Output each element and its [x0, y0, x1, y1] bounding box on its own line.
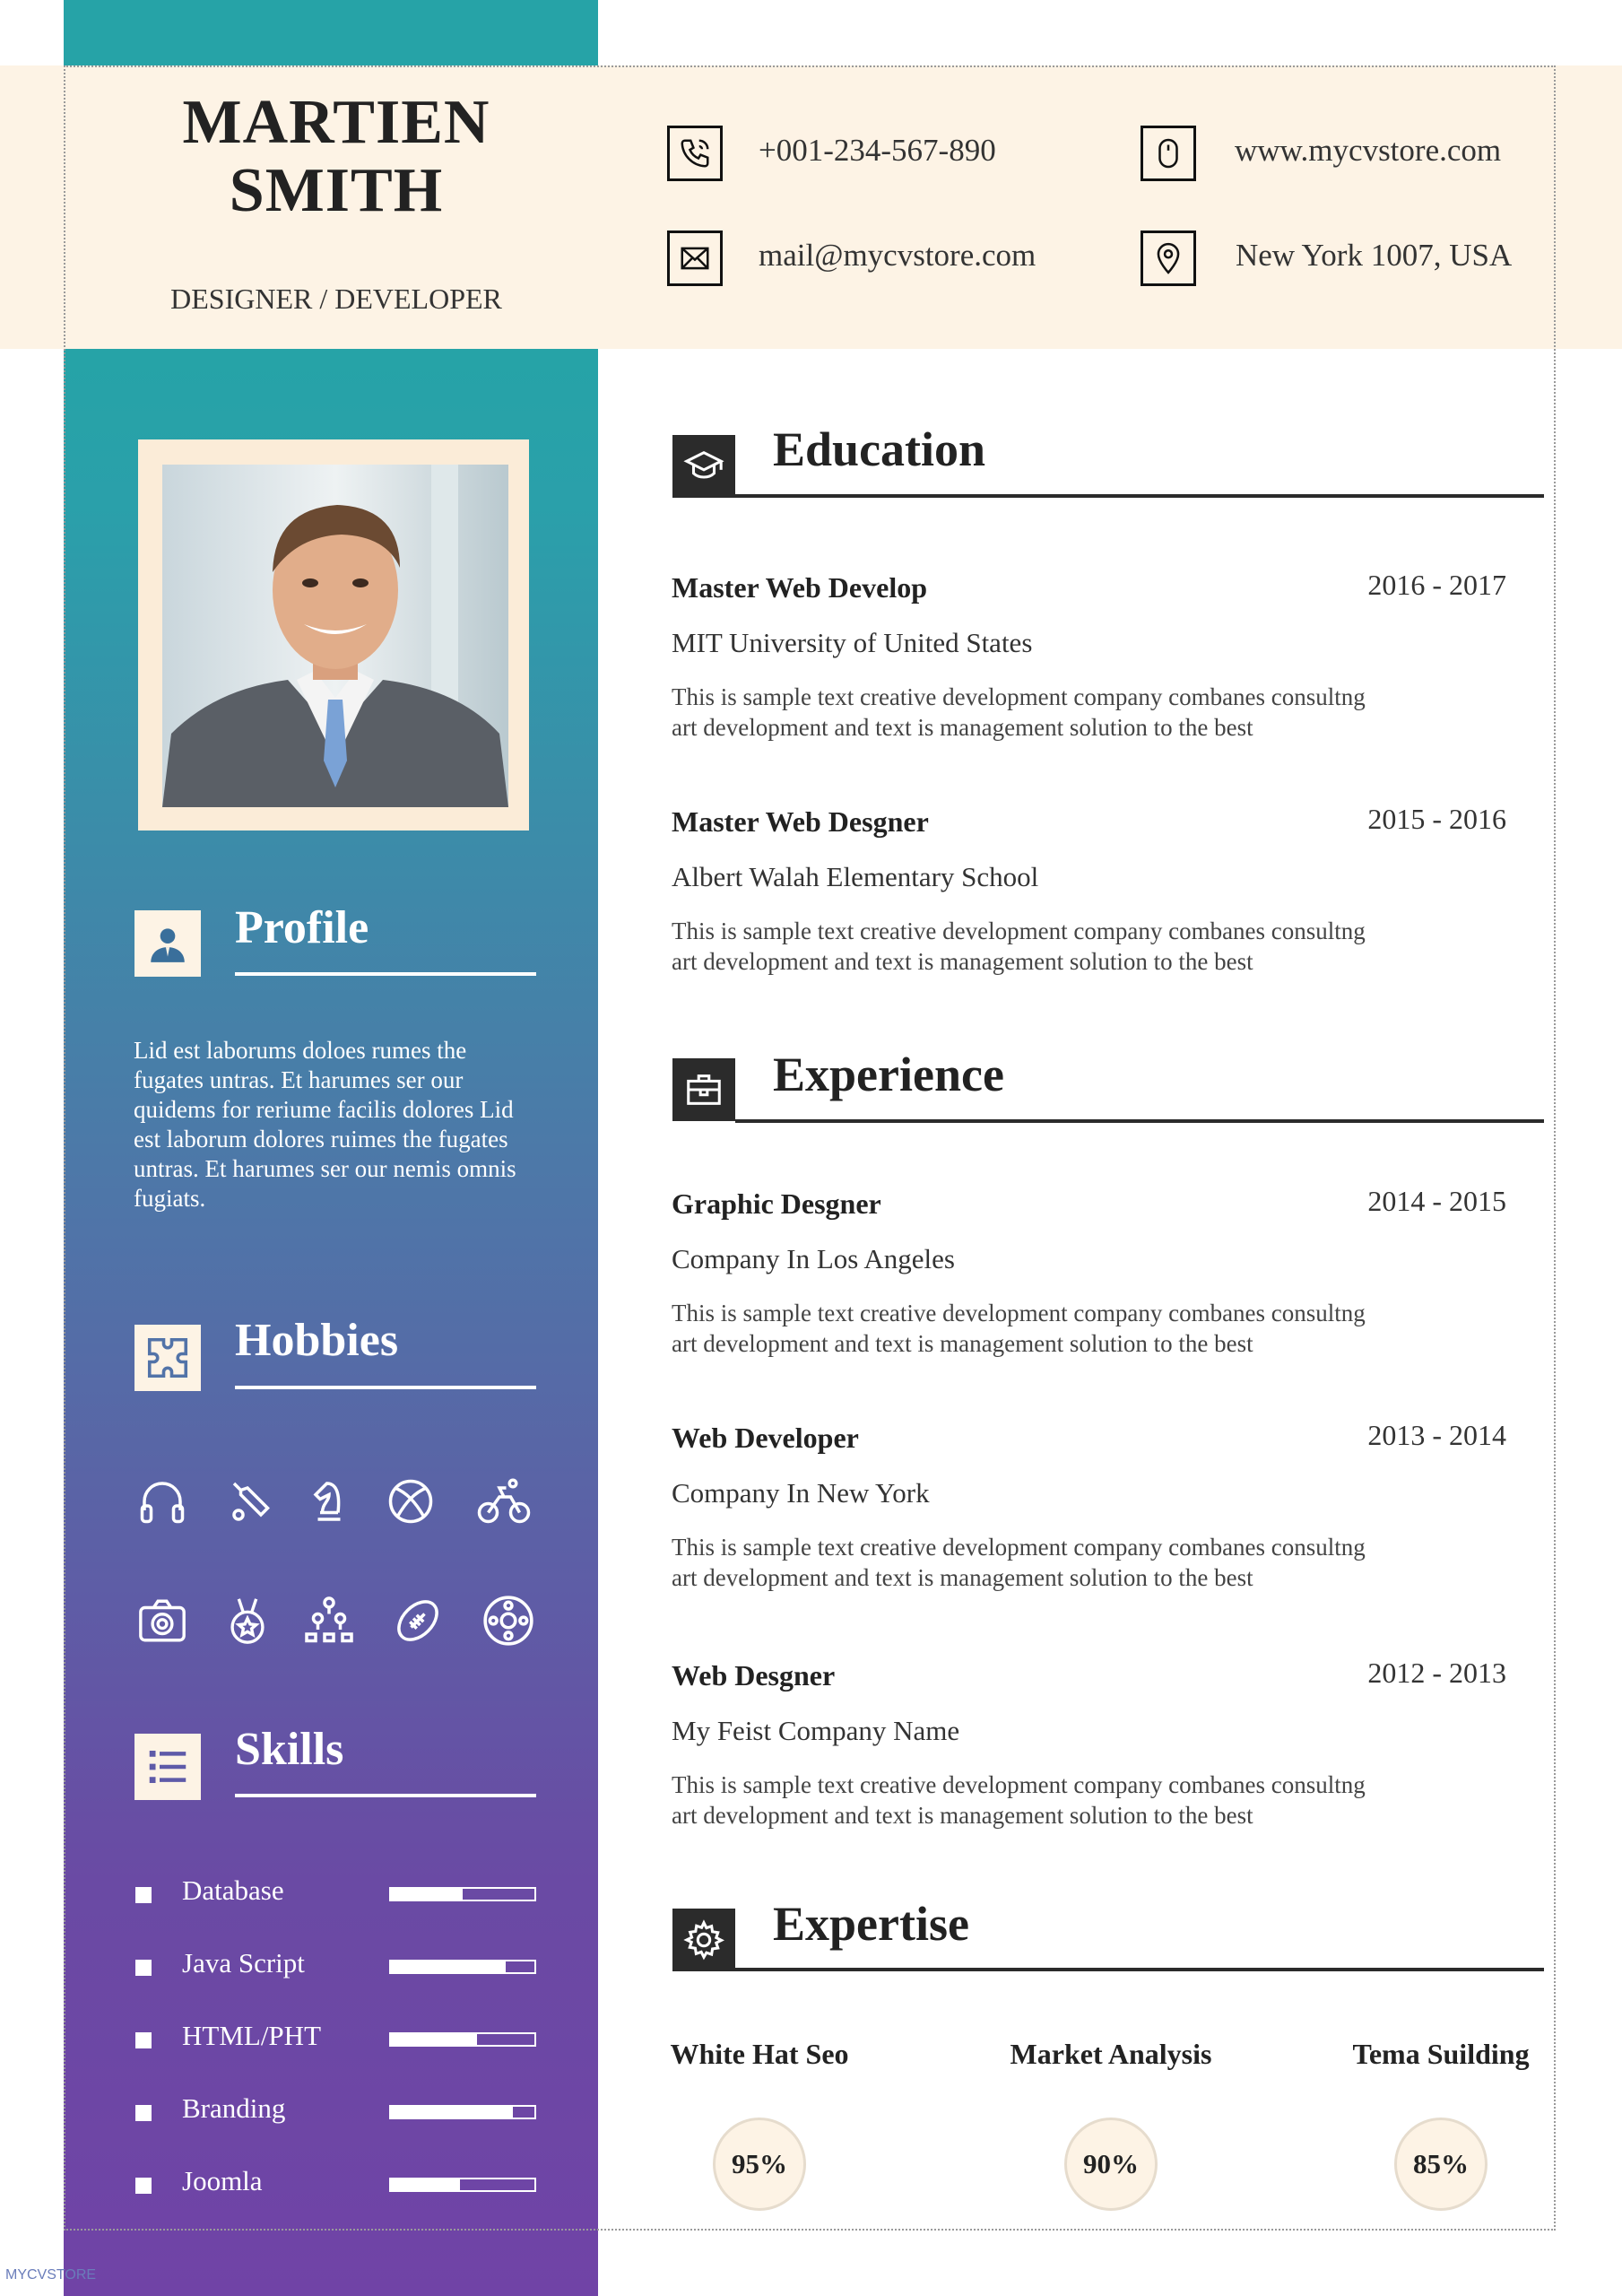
experience-entry-title: Graphic Desgner [672, 1187, 881, 1220]
profile-heading: Profile [235, 902, 369, 953]
experience-entry-desc-line2: art development and text is management solution to the best [672, 1330, 1253, 1357]
skill-bullet [135, 1887, 152, 1903]
education-entry-desc-line1: This is sample text creative development company combanes consultng [672, 683, 1366, 710]
experience-entry-org: Company In New York [672, 1477, 930, 1509]
expertise-label: Tema Suilding [1352, 2038, 1530, 2070]
mouse-icon [1141, 126, 1196, 181]
location-pin-icon [1141, 230, 1196, 286]
skills-underline [235, 1794, 536, 1797]
education-entry-org: Albert Walah Elementary School [672, 861, 1039, 892]
phone-text[interactable]: +001-234-567-890 [759, 133, 996, 168]
skill-bar [389, 1960, 536, 1974]
skill-label: Database [182, 1874, 284, 1906]
first-name: MARTIEN [182, 88, 490, 157]
expertise-percent-circle: 90% [1064, 2118, 1158, 2211]
skill-bar [389, 1887, 536, 1901]
expertise-label: Market Analysis [1010, 2038, 1212, 2070]
experience-entry-title: Web Desgner [672, 1659, 836, 1692]
list-icon [134, 1734, 201, 1800]
skills-heading: Skills [235, 1724, 344, 1775]
website-link[interactable]: www.mycvstore.com [1235, 133, 1502, 168]
hobbies-heading: Hobbies [235, 1315, 399, 1366]
volleyball-icon [380, 1471, 441, 1532]
puzzle-icon [134, 1325, 201, 1391]
watermark-logo: MYCVSTORE [5, 2267, 97, 2283]
profile-underline [235, 972, 536, 976]
education-entry-desc-line1: This is sample text creative development company combanes consultng [672, 918, 1366, 944]
chess-knight-icon [299, 1471, 360, 1532]
experience-entry-title: Web Developer [672, 1422, 859, 1454]
experience-heading: Experience [773, 1048, 1004, 1101]
mail-icon [667, 230, 723, 286]
medal-icon [217, 1590, 278, 1651]
profile-icon [134, 910, 201, 977]
skill-bar [389, 2032, 536, 2047]
profile-text: Lid est laborums doloes rumes the fugates untras. Et harumes ser our quidems for reriume facilis dolores Lid est laborum dolores ruimes the fugates untras. Et harumes ser our nemis omnis fugiats. [134, 1037, 516, 1212]
skill-bar-fill [391, 1961, 506, 1972]
education-entry-title: Master Web Desgner [672, 805, 929, 838]
skill-bar [389, 2178, 536, 2192]
education-entry-desc-line2: art development and text is management solution to the best [672, 714, 1253, 741]
skill-label: Joomla [182, 2165, 263, 2196]
skill-bar-fill [391, 2107, 513, 2118]
profile-photo [162, 465, 508, 807]
expertise-underline [735, 1968, 1544, 1971]
experience-underline [735, 1119, 1544, 1123]
gear-icon [672, 1909, 735, 1971]
skill-label: Branding [182, 2092, 286, 2124]
education-entry-desc-line2: art development and text is management solution to the best [672, 948, 1253, 975]
skill-bar [389, 2105, 536, 2119]
email-link[interactable]: mail@mycvstore.com [759, 238, 1037, 273]
skill-label: Java Script [182, 1947, 305, 1979]
graduation-cap-icon [672, 435, 735, 498]
headphones-icon [132, 1471, 193, 1532]
address-text: New York 1007, USA [1236, 238, 1513, 273]
hierarchy-icon [299, 1590, 360, 1651]
expertise-percent-circle: 85% [1394, 2118, 1488, 2211]
education-entry-title: Master Web Develop [672, 571, 927, 604]
experience-entry-org: My Feist Company Name [672, 1715, 960, 1746]
skill-bar-fill [391, 2179, 460, 2190]
skill-bullet [135, 2178, 152, 2194]
last-name: SMITH [229, 156, 444, 225]
expertise-percent-circle: 95% [713, 2118, 806, 2211]
briefcase-icon [672, 1058, 735, 1121]
experience-entry-desc-line2: art development and text is management solution to the best [672, 1564, 1253, 1591]
job-role: DESIGNER / DEVELOPER [170, 283, 502, 315]
education-underline [735, 494, 1544, 498]
skill-bar-fill [391, 2034, 477, 2045]
experience-entry-desc-line1: This is sample text creative development company combanes consultng [672, 1771, 1366, 1798]
experience-entry-org: Company In Los Angeles [672, 1243, 955, 1274]
education-heading: Education [773, 422, 986, 476]
football-icon [387, 1590, 448, 1651]
education-entry-org: MIT University of United States [672, 627, 1033, 658]
education-entry-date: 2016 - 2017 [1367, 569, 1506, 601]
cricket-bat-icon [221, 1471, 282, 1532]
camera-icon [132, 1590, 193, 1651]
experience-entry-date: 2013 - 2014 [1367, 1419, 1506, 1451]
experience-entry-desc-line2: art development and text is management solution to the best [672, 1802, 1253, 1829]
skill-bar-fill [391, 1889, 463, 1900]
bicycle-icon [473, 1471, 534, 1532]
skill-label: HTML/PHT [182, 2020, 321, 2051]
hobbies-underline [235, 1386, 536, 1389]
film-reel-icon [478, 1590, 539, 1651]
skill-bullet [135, 2105, 152, 2121]
experience-entry-desc-line1: This is sample text creative development company combanes consultng [672, 1300, 1366, 1326]
education-entry-date: 2015 - 2016 [1367, 803, 1506, 835]
phone-icon [667, 126, 723, 181]
experience-entry-desc-line1: This is sample text creative development company combanes consultng [672, 1534, 1366, 1561]
skill-bullet [135, 1960, 152, 1976]
expertise-label: White Hat Seo [670, 2038, 849, 2070]
skill-bullet [135, 2032, 152, 2048]
experience-entry-date: 2014 - 2015 [1367, 1185, 1506, 1217]
expertise-heading: Expertise [773, 1897, 969, 1951]
experience-entry-date: 2012 - 2013 [1367, 1657, 1506, 1689]
